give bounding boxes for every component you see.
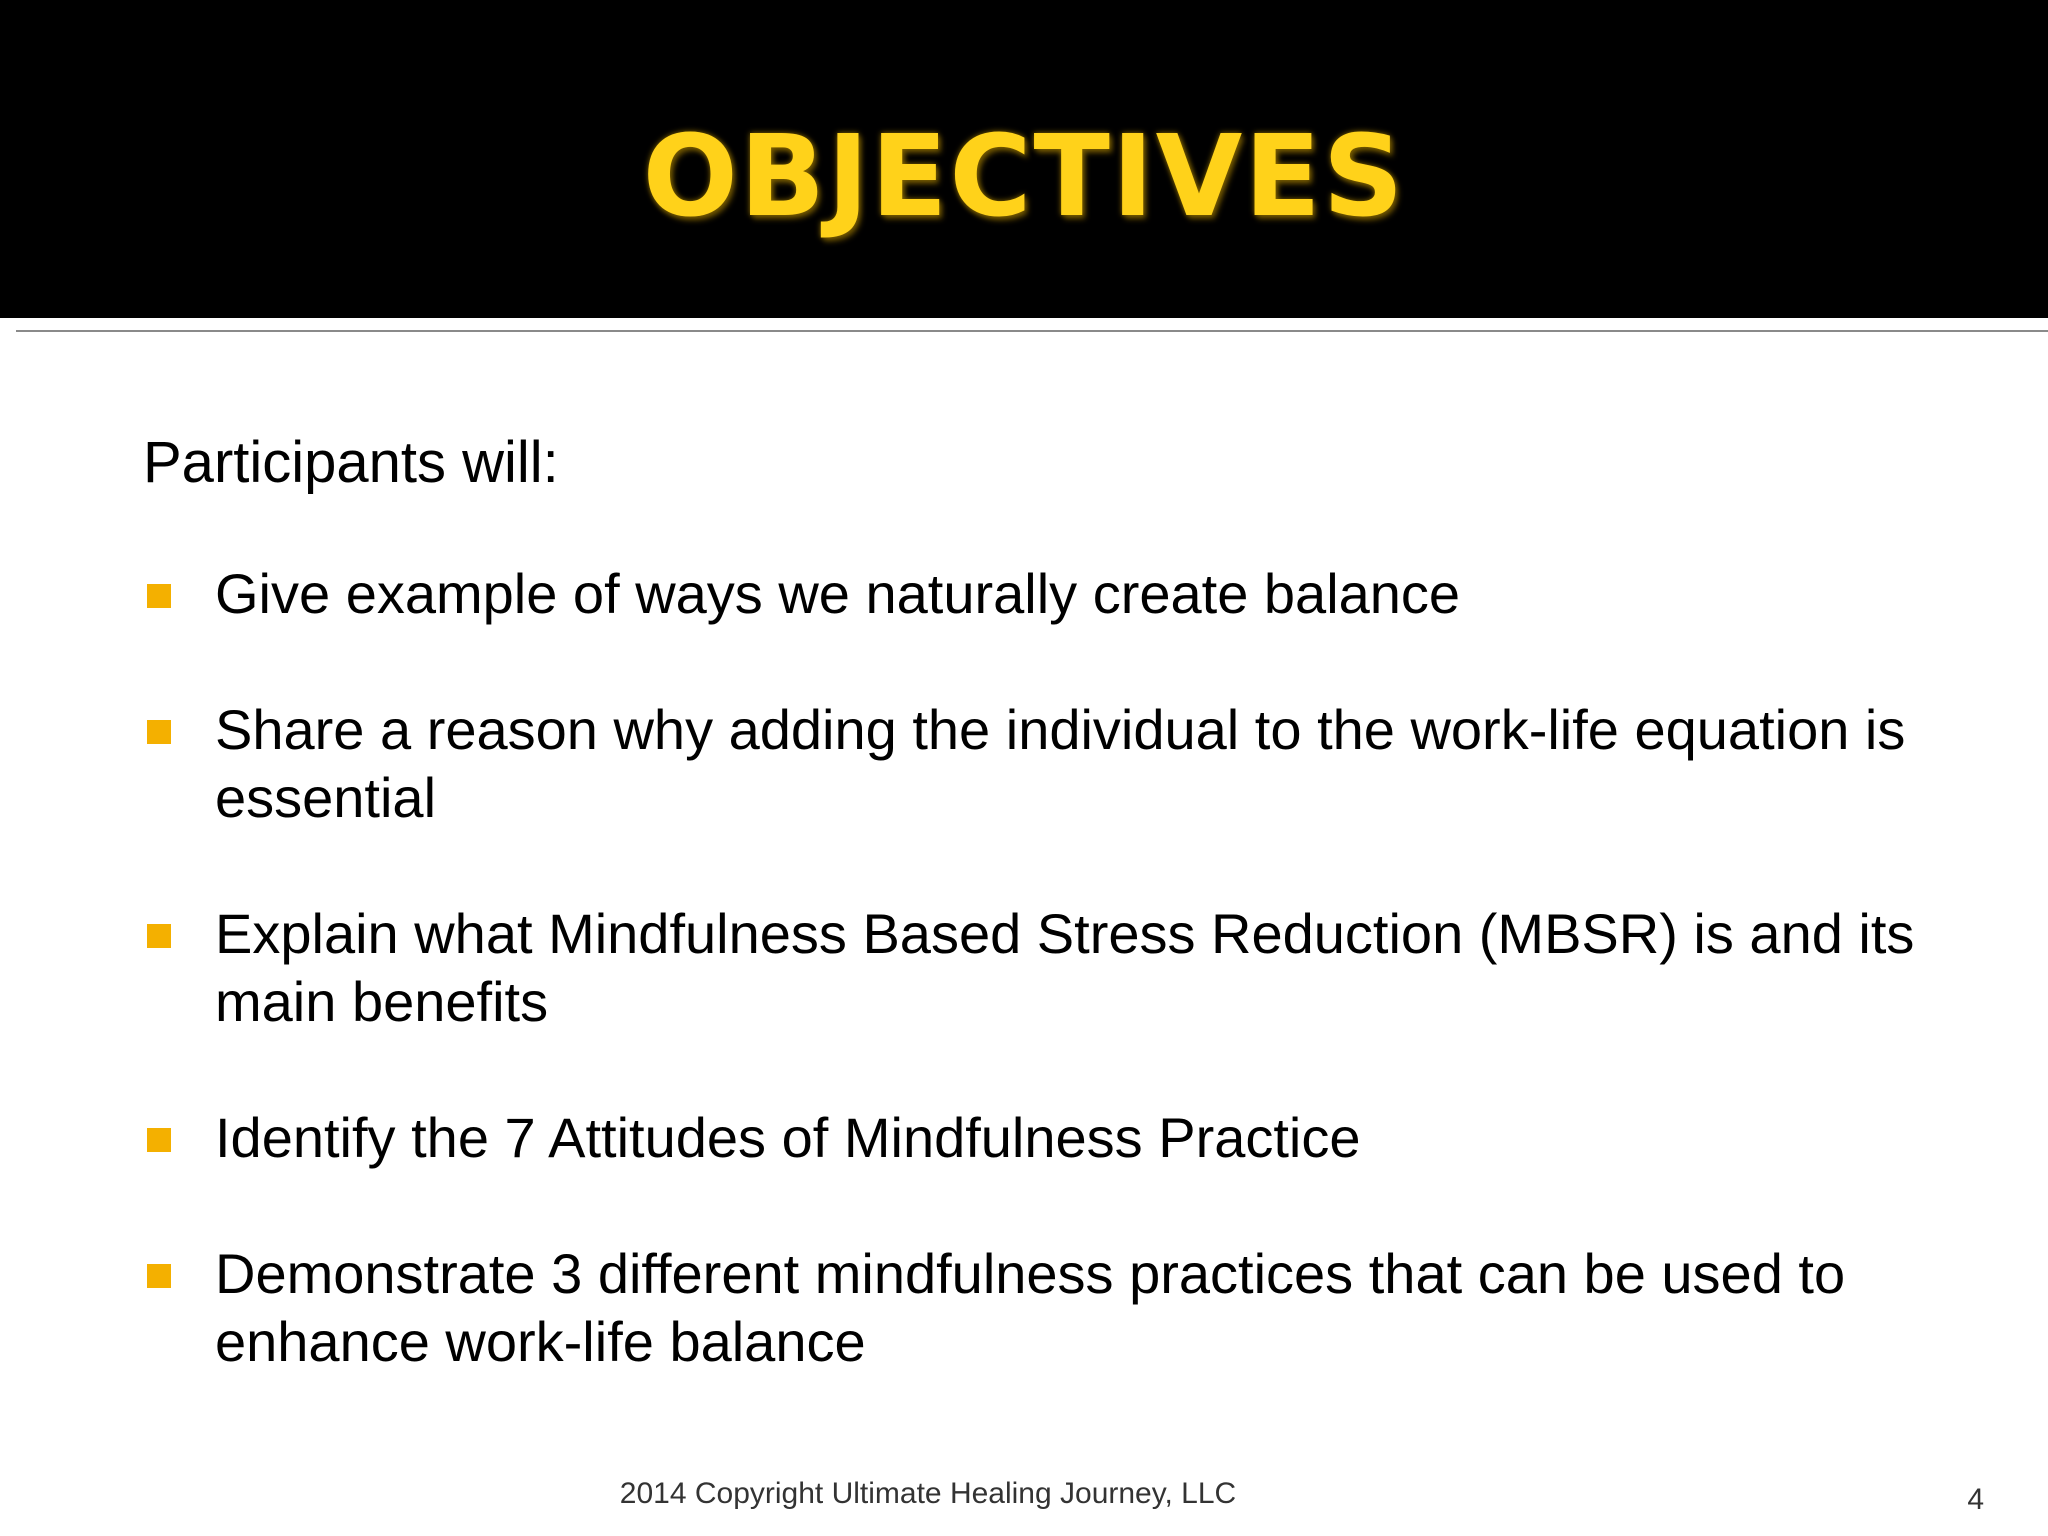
list-item-text: Demonstrate 3 different mindfulness practices that can be used to enhance work-life balance: [215, 1242, 1846, 1373]
header-divider: [0, 318, 2048, 322]
slide-title: OBJECTIVES: [642, 112, 1406, 242]
square-bullet-icon: [147, 1264, 171, 1288]
list-item-text: Identify the 7 Attitudes of Mindfulness Practice: [215, 1106, 1361, 1169]
page-number: 4: [1967, 1483, 1984, 1516]
header-underline: [16, 330, 2048, 332]
intro-text: Participants will:: [143, 430, 559, 495]
square-bullet-icon: [147, 584, 171, 608]
objectives-list: [143, 560, 1943, 1444]
square-bullet-icon: [147, 720, 171, 744]
square-bullet-icon: [147, 1128, 171, 1152]
list-item: [143, 1104, 1943, 1172]
copyright-footer: 2014 Copyright Ultimate Healing Journey, LLC: [619, 1477, 1237, 1510]
list-item-text: Give example of ways we naturally create balance: [215, 562, 1461, 625]
list-item-text: Explain what Mindfulness Based Stress Reduction (MBSR) is and its main benefits: [215, 902, 1915, 1033]
list-item: [143, 696, 1943, 832]
list-item: [143, 900, 1943, 1036]
square-bullet-icon: [147, 924, 171, 948]
list-item-text: Share a reason why adding the individual to the work-life equation is essential: [215, 698, 1906, 829]
list-item: [143, 1240, 1943, 1376]
list-item: [143, 560, 1943, 628]
